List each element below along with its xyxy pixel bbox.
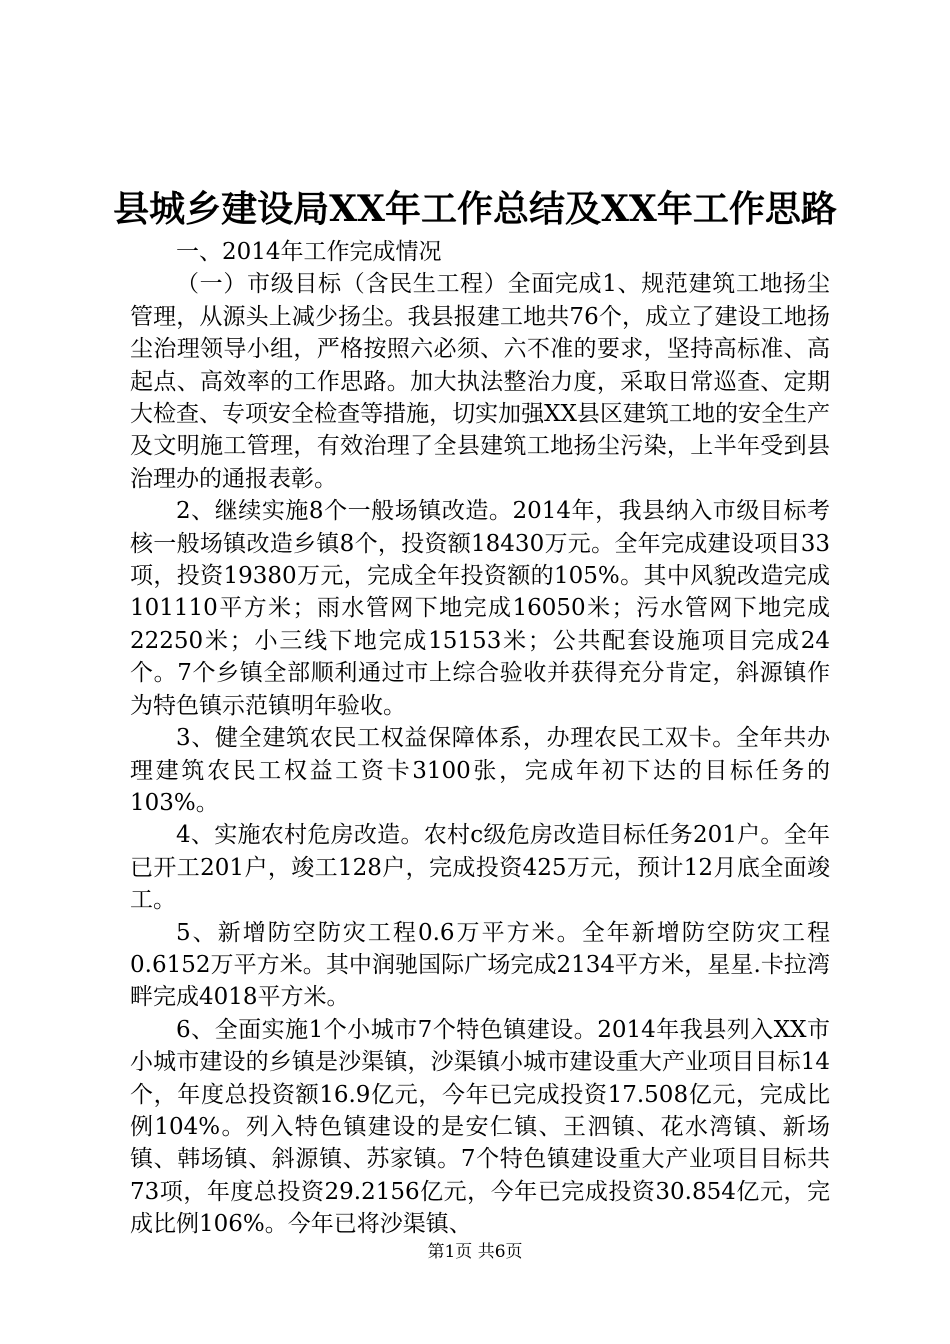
paragraph-2: 2、继续实施8个一般场镇改造。2014年，我县纳入市级目标考核一般场镇改造乡镇8个，投资额18430万元。全年完成建设项目33项，投资19380万元，完成全年投资额的105%。其中风貌改造完成101110平方米；雨水管网下地完成16050米；污水管网下地完成22250米；小三线下地完成15153米；公共配套设施项目完成24个。7个乡镇全部顺利通过市上综合验收并获得充分肯定，斜源镇作为特色镇示范镇明年验收。 (130, 498, 830, 719)
paragraph-6: 6、全面实施1个小城市7个特色镇建设。2014年我县列入XX市小城市建设的乡镇是沙渠镇，沙渠镇小城市建设重大产业项目目标14个，年度总投资额16.9亿元，今年已完成投资17.508亿元，完成比例104%。列入特色镇建设的是安仁镇、王泗镇、花水湾镇、新场镇、韩场镇、斜源镇、苏家镇。7个特色镇建设重大产业项目目标共73项，年度总投资29.2156亿元，今年已完成投资30.854亿元，完成比例106%。今年已将沙渠镇、 (130, 1016, 830, 1238)
page-number: 第1页 共6页 (427, 1242, 523, 1262)
paragraph-3: 3、健全建筑农民工权益保障体系，办理农民工双卡。全年共办理建筑农民工权益工资卡3100张，完成年初下达的目标任务的103%。 (130, 725, 830, 816)
paragraph-5: 5、新增防空防灾工程0.6万平方米。全年新增防空防灾工程0.6152万平方米。其中润驰国际广场完成2134平方米，星星.卡拉湾畔完成4018平方米。 (130, 919, 830, 1011)
paragraph-1: （一）市级目标（含民生工程）全面完成1、规范建筑工地扬尘管理，从源头上减少扬尘。我县报建工地共76个，成立了建设工地扬尘治理领导小组，严格按照六必须、六不准的要求，坚持高标准、高起点、高效率的工作思路。加大执法整治力度，采取日常巡查、定期大检查、专项安全检查等措施，切实加强XX县区建筑工地的安全生产及文明施工管理，有效治理了全县建筑工地扬尘污染，上半年受到县治理办的通报表彰。 (130, 271, 830, 492)
document-title: 县城乡建设局XX年工作总结及XX年工作思路 (113, 188, 837, 230)
paragraph-4: 4、实施农村危房改造。农村c级危房改造目标任务201户。全年已开工201户，竣工128户，完成投资425万元，预计12月底全面竣工。 (130, 822, 830, 914)
document-body (130, 236, 830, 1241)
section-heading: 一、2014年工作完成情况 (176, 239, 442, 265)
